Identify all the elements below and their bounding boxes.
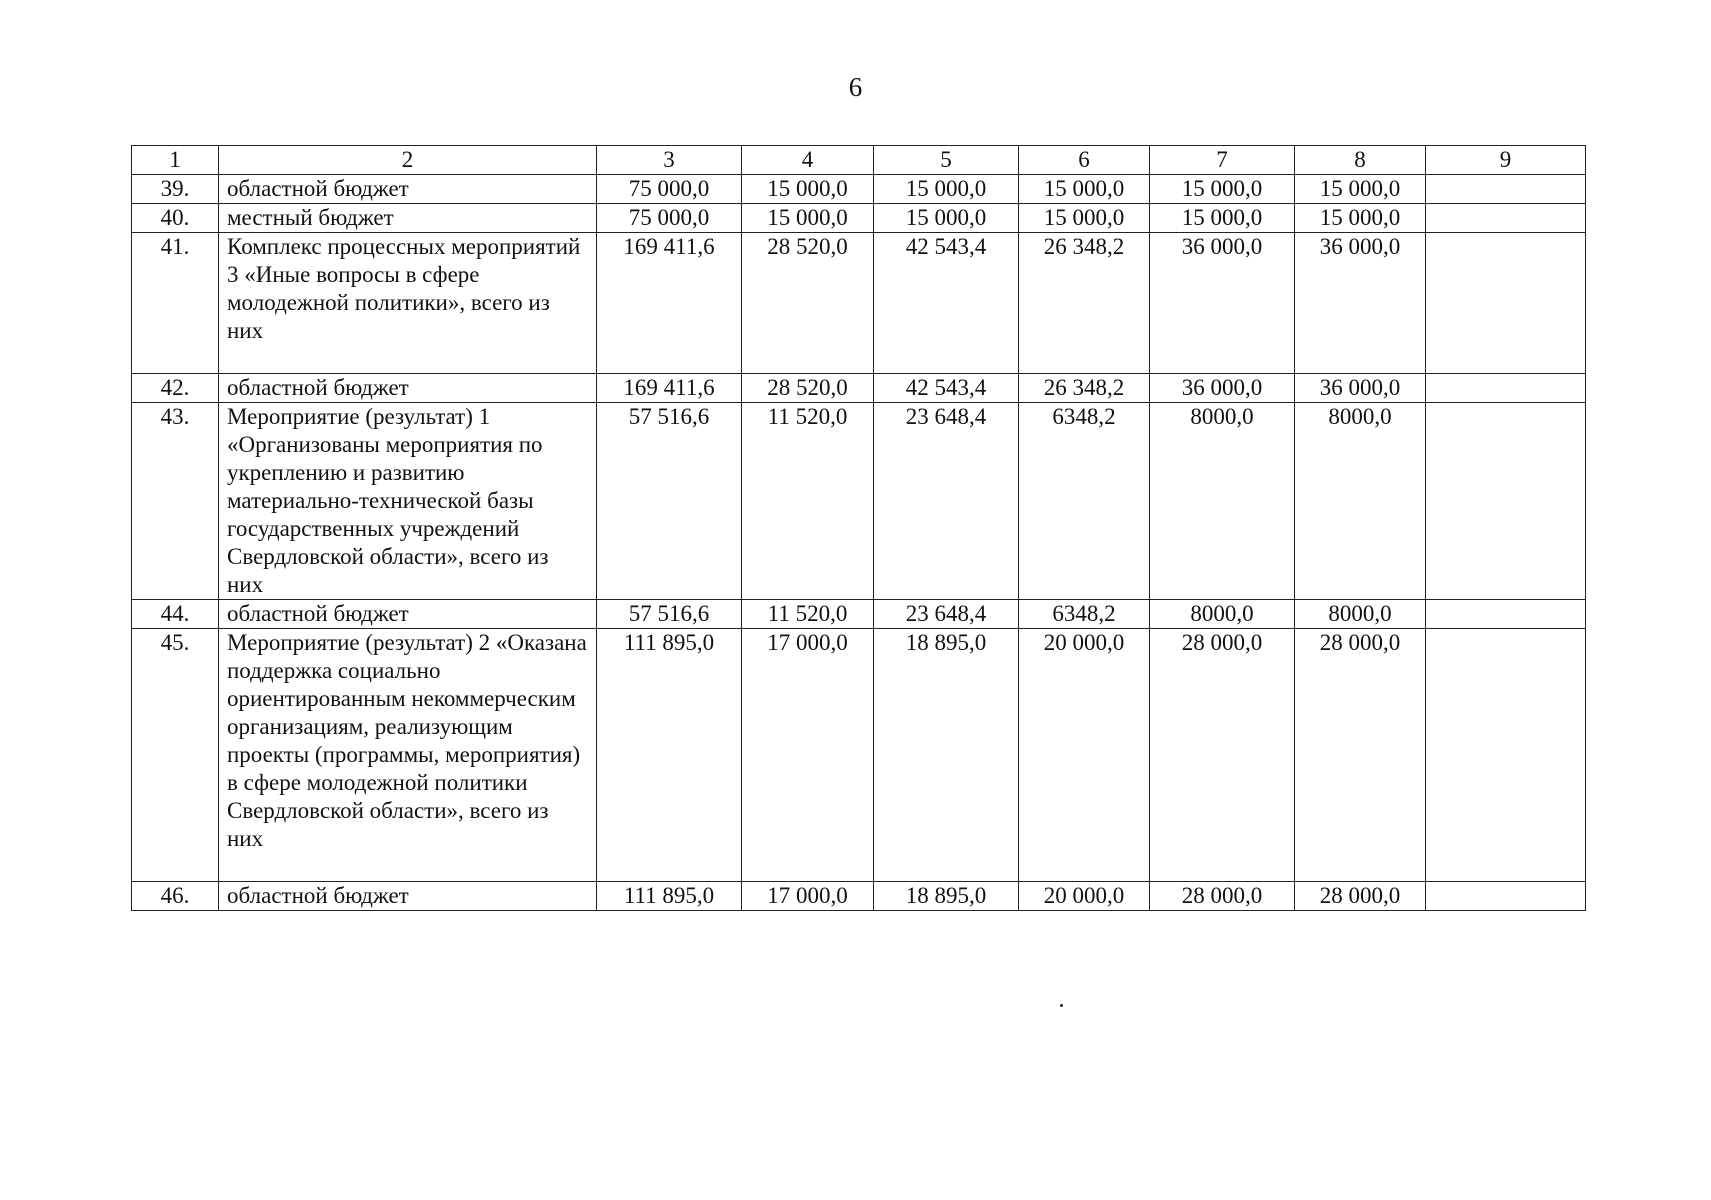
stray-dot-mark [1060, 1004, 1063, 1007]
table-row [132, 882, 1586, 911]
header-cell: 8 [1295, 146, 1426, 175]
page-number: 6 [848, 72, 863, 102]
value-cell-col-8: 8000,0 [1295, 600, 1426, 629]
value-cell-col-3: 111 895,0 [597, 882, 742, 911]
value-cell-col-4: 15 000,0 [742, 204, 874, 233]
value-cell-col-4: 11 520,0 [742, 600, 874, 629]
row-name-cell: областной бюджет [219, 882, 597, 911]
value-cell-col-3: 57 516,6 [597, 403, 742, 600]
table-row [132, 403, 1586, 600]
value-cell-col-6: 6348,2 [1019, 600, 1150, 629]
value-cell-col-8: 28 000,0 [1295, 882, 1426, 911]
value-cell-col-5: 42 543,4 [874, 374, 1019, 403]
value-cell-col-6: 15 000,0 [1019, 204, 1150, 233]
value-cell-col-3: 75 000,0 [597, 204, 742, 233]
table-row [132, 175, 1586, 204]
row-number-cell: 39. [132, 175, 219, 204]
row-name-cell: областной бюджет [219, 374, 597, 403]
value-cell-col-7: 36 000,0 [1150, 374, 1295, 403]
header-cell: 5 [874, 146, 1019, 175]
row-name-cell: Мероприятие (результат) 1 «Организованы мероприятия по укреплению и развитию материально-технической базы государственных учреждений Свердловской области», всего из них [219, 403, 597, 600]
budget-table [131, 145, 1586, 911]
value-cell-col-9 [1426, 233, 1586, 374]
header-cell: 7 [1150, 146, 1295, 175]
table-row [132, 374, 1586, 403]
row-number-cell: 45. [132, 629, 219, 882]
value-cell-col-9 [1426, 403, 1586, 600]
row-number-cell: 41. [132, 233, 219, 374]
header-cell: 6 [1019, 146, 1150, 175]
value-cell-col-3: 111 895,0 [597, 629, 742, 882]
header-cell: 4 [742, 146, 874, 175]
table-body [132, 146, 1586, 911]
value-cell-col-6: 20 000,0 [1019, 629, 1150, 882]
value-cell-col-5: 15 000,0 [874, 175, 1019, 204]
value-cell-col-9 [1426, 374, 1586, 403]
value-cell-col-9 [1426, 175, 1586, 204]
value-cell-col-7: 28 000,0 [1150, 629, 1295, 882]
value-cell-col-5: 18 895,0 [874, 882, 1019, 911]
header-cell: 9 [1426, 146, 1586, 175]
value-cell-col-8: 8000,0 [1295, 403, 1426, 600]
row-name-cell: областной бюджет [219, 600, 597, 629]
table-row [132, 204, 1586, 233]
value-cell-col-5: 42 543,4 [874, 233, 1019, 374]
row-name-cell: Комплекс процессных мероприятий 3 «Иные вопросы в сфере молодежной политики», всего из них [219, 233, 597, 374]
value-cell-col-9 [1426, 882, 1586, 911]
header-row [132, 146, 1586, 175]
value-cell-col-7: 8000,0 [1150, 403, 1295, 600]
value-cell-col-6: 6348,2 [1019, 403, 1150, 600]
value-cell-col-3: 75 000,0 [597, 175, 742, 204]
value-cell-col-4: 28 520,0 [742, 233, 874, 374]
value-cell-col-8: 36 000,0 [1295, 233, 1426, 374]
value-cell-col-8: 28 000,0 [1295, 629, 1426, 882]
value-cell-col-4: 17 000,0 [742, 882, 874, 911]
value-cell-col-3: 169 411,6 [597, 374, 742, 403]
header-cell: 3 [597, 146, 742, 175]
header-cell: 2 [219, 146, 597, 175]
value-cell-col-8: 15 000,0 [1295, 204, 1426, 233]
value-cell-col-8: 15 000,0 [1295, 175, 1426, 204]
value-cell-col-4: 11 520,0 [742, 403, 874, 600]
row-name-cell: местный бюджет [219, 204, 597, 233]
value-cell-col-4: 15 000,0 [742, 175, 874, 204]
value-cell-col-6: 15 000,0 [1019, 175, 1150, 204]
value-cell-col-4: 28 520,0 [742, 374, 874, 403]
row-number-cell: 43. [132, 403, 219, 600]
value-cell-col-3: 57 516,6 [597, 600, 742, 629]
value-cell-col-5: 23 648,4 [874, 600, 1019, 629]
value-cell-col-9 [1426, 600, 1586, 629]
row-name-cell: областной бюджет [219, 175, 597, 204]
value-cell-col-4: 17 000,0 [742, 629, 874, 882]
table-row [132, 629, 1586, 882]
row-number-cell: 44. [132, 600, 219, 629]
row-name-cell: Мероприятие (результат) 2 «Оказана поддержка социально ориентированным некоммерческим организациям, реализующим проекты (программы, мероприятия) в сфере молодежной политики Свердловской области», всего из них [219, 629, 597, 882]
value-cell-col-6: 20 000,0 [1019, 882, 1150, 911]
value-cell-col-8: 36 000,0 [1295, 374, 1426, 403]
row-number-cell: 46. [132, 882, 219, 911]
row-number-cell: 40. [132, 204, 219, 233]
table-row [132, 600, 1586, 629]
value-cell-col-9 [1426, 629, 1586, 882]
value-cell-col-5: 18 895,0 [874, 629, 1019, 882]
value-cell-col-7: 15 000,0 [1150, 175, 1295, 204]
table-row [132, 233, 1586, 374]
value-cell-col-9 [1426, 204, 1586, 233]
value-cell-col-7: 36 000,0 [1150, 233, 1295, 374]
row-number-cell: 42. [132, 374, 219, 403]
value-cell-col-6: 26 348,2 [1019, 374, 1150, 403]
value-cell-col-5: 15 000,0 [874, 204, 1019, 233]
value-cell-col-5: 23 648,4 [874, 403, 1019, 600]
value-cell-col-7: 8000,0 [1150, 600, 1295, 629]
value-cell-col-7: 28 000,0 [1150, 882, 1295, 911]
header-cell: 1 [132, 146, 219, 175]
value-cell-col-3: 169 411,6 [597, 233, 742, 374]
value-cell-col-6: 26 348,2 [1019, 233, 1150, 374]
value-cell-col-7: 15 000,0 [1150, 204, 1295, 233]
